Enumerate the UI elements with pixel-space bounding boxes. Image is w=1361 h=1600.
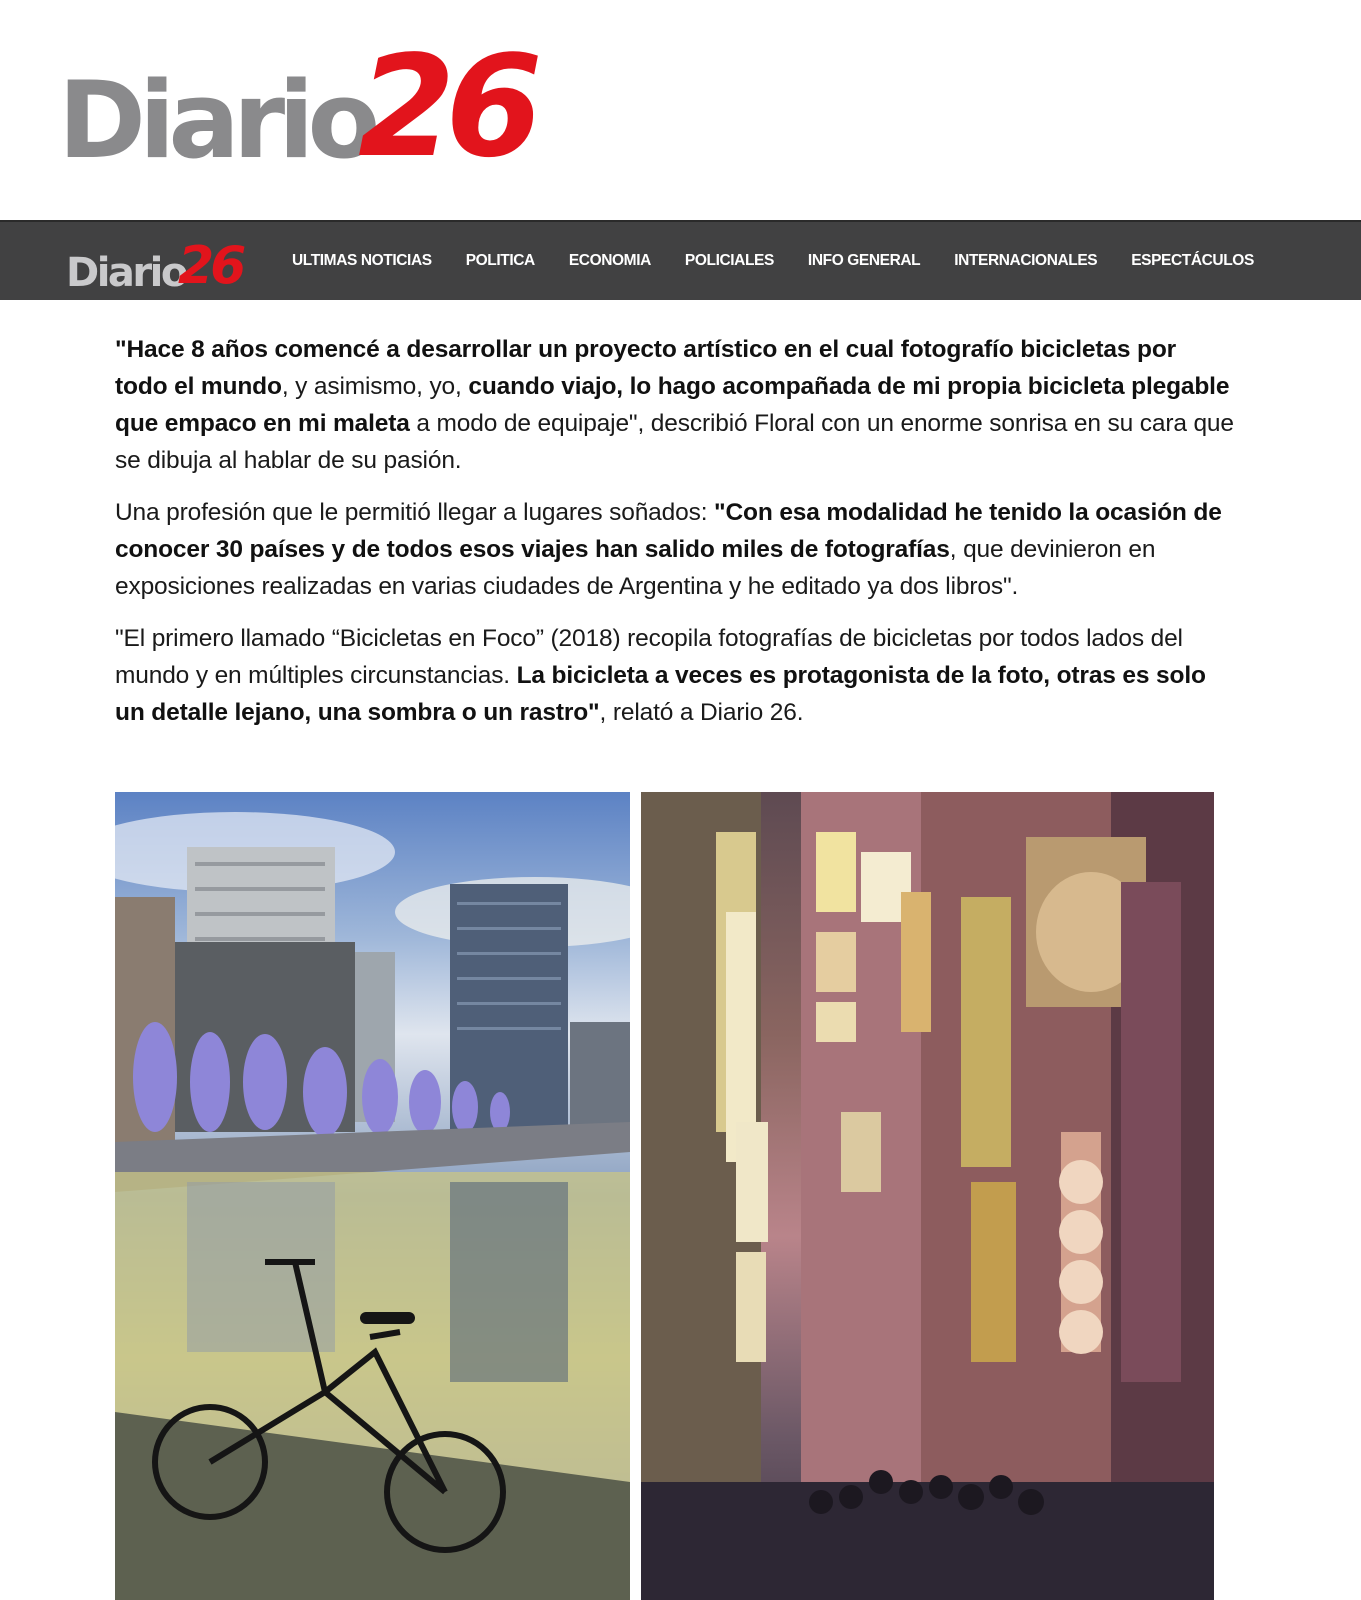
article-paragraph-3 xyxy=(115,620,1235,731)
nav-item-economia[interactable]: ECONOMIA xyxy=(568,252,651,269)
article-body xyxy=(115,331,1235,746)
paragraph-text: , relató a Diario 26. xyxy=(599,699,804,726)
paragraph-text-bold: "Hace 8 años comencé a desarrollar un proyecto artístico en el cual fotografío bicicletas por todo el mundo xyxy=(115,336,1177,400)
article-paragraph-1 xyxy=(115,331,1235,479)
paragraph-text: a modo de equipaje", describió Floral con un enorme sonrisa en su cara que se dibuja al hablar de su pasión. xyxy=(115,410,1234,474)
nav-item-info-general[interactable]: INFO GENERAL xyxy=(807,252,921,269)
paragraph-text: "El primero llamado “Bicicletas en Foco” (2018) recopila fotografías de bicicletas por todos lados del mundo y en múltiples circunstancias. xyxy=(115,625,1183,689)
nav-item-internacionales[interactable]: INTERNACIONALES xyxy=(954,252,1098,269)
nav-item-ultimas-noticias[interactable]: ULTIMAS NOTICIAS xyxy=(292,252,432,269)
nav-item-espectaculos[interactable]: ESPECTÁCULOS xyxy=(1131,252,1254,269)
paragraph-text: Una profesión que le permitió llegar a lugares soñados: xyxy=(115,499,715,526)
article-paragraph-2 xyxy=(115,494,1235,605)
nav-menu xyxy=(292,222,1288,300)
nav-item-politica[interactable]: POLITICA xyxy=(465,252,535,269)
paragraph-text-bold: La bicicleta a veces es protagonista de la foto, otras es solo un detalle lejano, una sombra o un rastro" xyxy=(115,662,1206,726)
photo-shopping-street-art xyxy=(641,792,1214,1600)
nav-item-policiales[interactable]: POLICIALES xyxy=(684,252,774,269)
photo-bicycle-canal-art xyxy=(115,792,630,1600)
article-photo-shopping-street xyxy=(641,792,1214,1600)
paragraph-text-bold: "Con esa modalidad he tenido la ocasión de conocer 30 países y de todos esos viajes han salido miles de fotografías xyxy=(115,499,1222,563)
main-navbar xyxy=(0,220,1361,300)
logo-number: 26 xyxy=(358,26,533,189)
navbar-logo[interactable] xyxy=(66,236,256,296)
navbar-logo-number: 26 xyxy=(178,236,243,296)
navbar-logo-word: Diario xyxy=(66,250,186,296)
paragraph-text: , que devinieron en exposiciones realizadas en varias ciudades de Argentina y he editado ya dos libros". xyxy=(115,536,1156,600)
article-photo-bicycle-canal xyxy=(115,792,630,1600)
paragraph-text-bold: cuando viajo, lo hago acompañada de mi propia bicicleta plegable que empaco en mi maleta xyxy=(115,373,1230,437)
logo-word: Diario xyxy=(58,59,374,182)
paragraph-text: , y asimismo, yo, xyxy=(281,373,469,400)
